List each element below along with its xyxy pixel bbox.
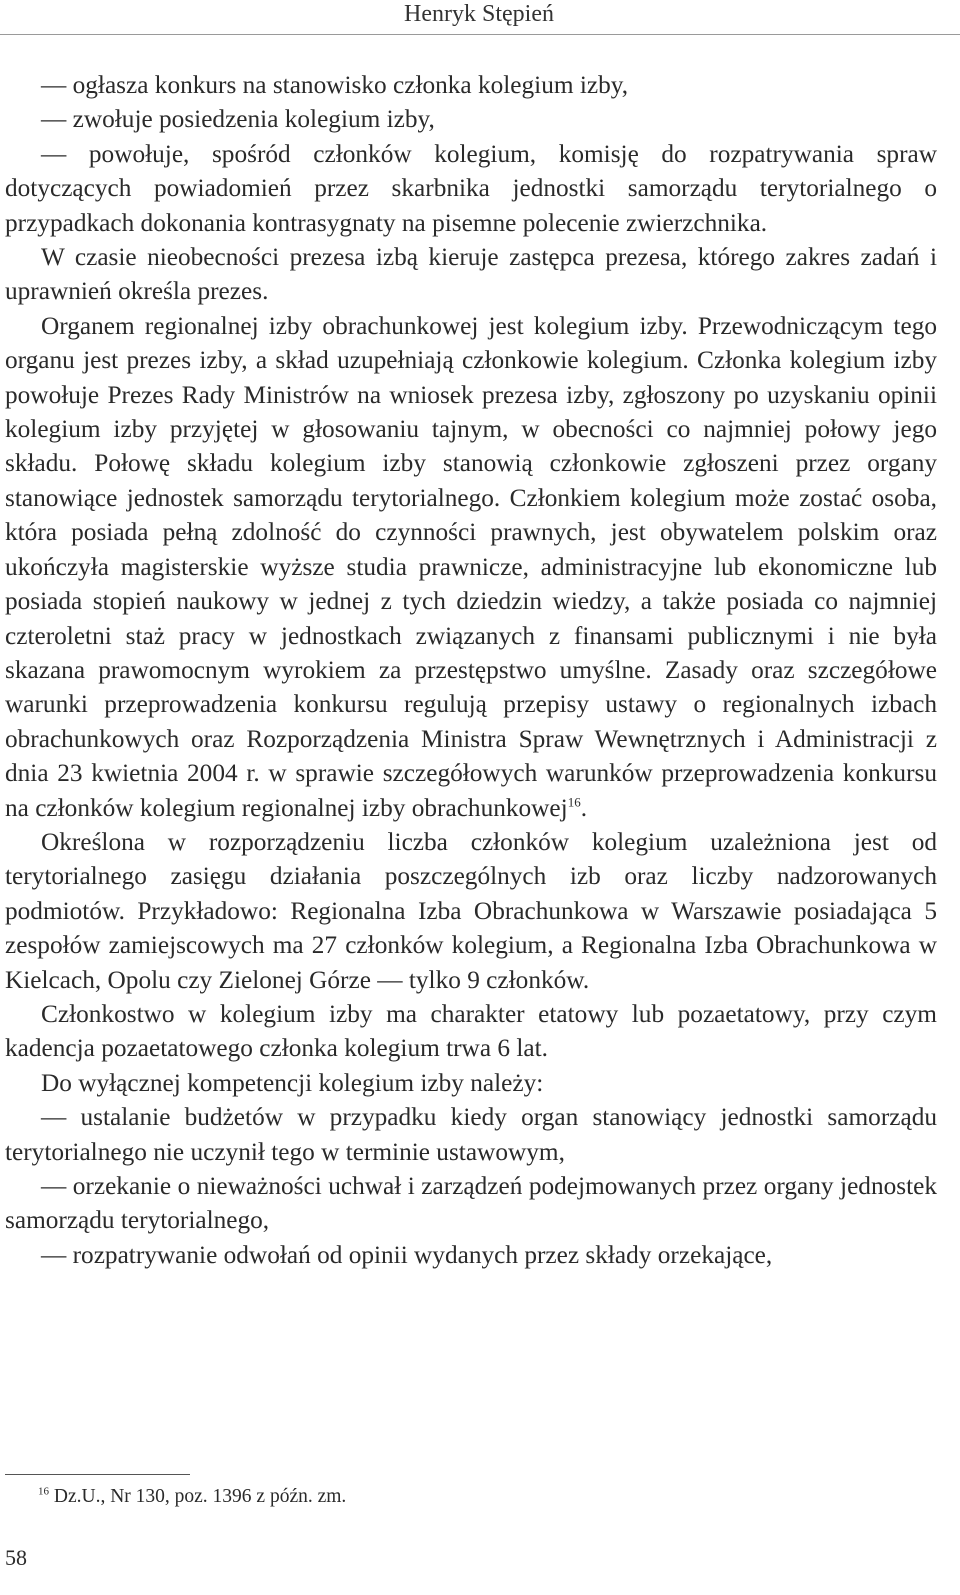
paragraph-members-count: Określona w rozporządzeniu liczba członków kolegium uzależniona jest od terytorialnego zasięgu działania poszczególnych izb oraz liczby nadzorowanych podmiotów. Przykładowo: Regionalna Izba Obrachunkowa w Warszawie posiadająca 5 zespołów zamiejscowych ma 27 członków kolegium, a Regionalna Izba Obrachunkowa w Kielcach, Opolu czy Zielonej Górze — tylko 9 członków. <box>5 827 937 994</box>
footnote-number: 16 <box>38 1485 49 1498</box>
paragraph-competence-item-2: — orzekanie o nieważności uchwał i zarządzeń podejmowanych przez organy jednostek samorządu terytorialnego, <box>5 1172 937 1235</box>
paragraph-membership: Członkostwo w kolegium izby ma charakter etatowy lub pozaetatowy, przy czym kadencja pozaetatowego członka kolegium trwa 6 lat. <box>5 999 937 1063</box>
page-number: 58 <box>5 1545 27 1570</box>
footnote-separator <box>5 1474 190 1475</box>
paragraph-competence-item-3: — rozpatrywanie odwołań od opinii wydanych przez składy orzekające, <box>41 1240 773 1269</box>
paragraph-item-1: — ogłasza konkurs na stanowisko członka kolegium izby, <box>41 71 629 99</box>
paragraph-collegium-text: Organem regionalnej izby obrachunkowej jest kolegium izby. Przewodniczącym tego organu jest prezes izby, a skład uzupełniają członkowie kolegium. Członka kolegium izby powołuje Prezes Rady Ministrów na wniosek prezesa izby, zgłoszony po uzyskaniu opinii kolegium izby przyjętej w głosowaniu tajnym, w obecności co najmniej połowy jego składu. Połowę składu kolegium izby stanowią członkowie zgłoszeni przez organy stanowiące jednostek samorządu terytorialnego. Członkiem kolegium może zostać osoba, która posiada pełną zdolność do czynności prawnych, jest obywatelem polskim oraz ukończyła magisterskie wyższe studia prawnicze, administracyjne lub ekonomiczne lub posiada stopień naukowy w jednej z tych dziedzin wiedzy, a także posiada co najmniej czteroletni staż pracy w jednostkach związanych z finansami publicznymi i nie była skazana prawomocnym wyrokiem za przestępstwo umyślne. Zasady oraz szczegółowe warunki przeprowadzenia konkursu regulują przepisy ustawy o regionalnych izbach obrachunkowych oraz Rozporządzenia Ministra Spraw Wewnętrznych i Administracji z dnia 23 kwietnia 2004 r. w sprawie szczegółowych warunków przeprowadzenia konkursu na członków kolegium regionalnej izby obrachunkowej <box>5 311 937 822</box>
footnote-ref-tail: . <box>580 793 588 822</box>
paragraph-item-2: — zwołuje posiedzenia kolegium izby, <box>41 105 435 134</box>
footnote-reference: 16 <box>567 794 581 810</box>
paragraph-competence-item-1: — ustalanie budżetów w przypadku kiedy organ stanowiący jednostki samorządu terytorialnego nie uczynił tego w terminie ustawowym, <box>5 1103 937 1166</box>
paragraph-deputy: W czasie nieobecności prezesa izbą kieruje zastępca prezesa, którego zakres zadań i uprawnień określa prezes. <box>5 243 937 306</box>
body-text <box>5 68 937 1272</box>
paragraph-collegium <box>5 309 937 825</box>
paragraph-item-3: — powołuje, spośród członków kolegium, komisję do rozpatrywania spraw dotyczących powiadomień przez skarbnika jednostki samorządu terytorialnego o przypadkach dokonania kontrasygnaty na pisemne polecenie zwierzchnika. <box>5 139 937 237</box>
running-header <box>0 0 960 35</box>
footnote-text: Dz.U., Nr 130, poz. 1396 z późn. zm. <box>53 1486 347 1507</box>
paragraph-competence: Do wyłącznej kompetencji kolegium izby należy: <box>41 1068 544 1097</box>
header-author: Henryk Stępień <box>404 1 554 27</box>
footnote <box>38 1485 346 1509</box>
